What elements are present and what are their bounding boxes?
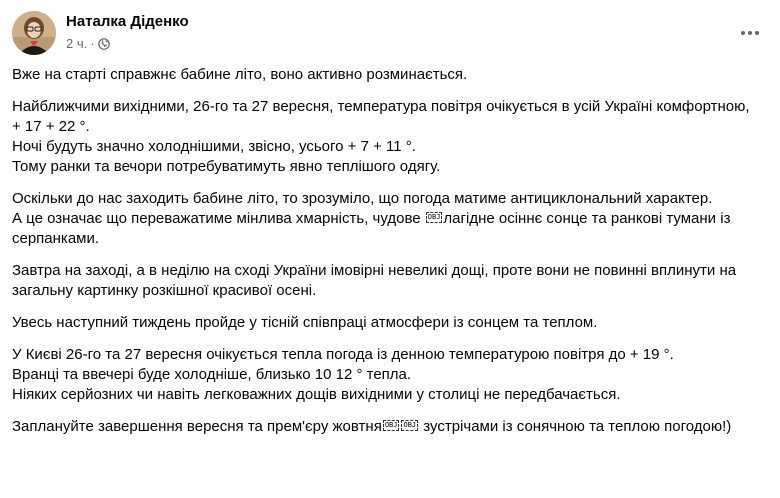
post-text-line: Ніяких серйозних чи навіть легковажних дощів вихідними у столиці не передбачається. [12, 386, 621, 403]
meta-separator: · [90, 36, 95, 51]
emoji-placeholder-icon: OBJ [403, 421, 417, 429]
post-text-fragment: зустрічами із сонячною та теплою погодою!) [419, 418, 732, 435]
post-text-line [12, 417, 762, 437]
post-text-line: Найближчими вихідними, 26-го та 27 вересня, температура повітря очікується в усій Україні комфортною, + 17 + 22 °. [12, 98, 750, 135]
post-meta [66, 35, 189, 53]
post-paragraph [12, 189, 762, 249]
author-name[interactable]: Наталка Діденко [66, 13, 189, 30]
post-text-line: Тому ранки та вечори потребуватимуть явно теплішого одягу. [12, 158, 441, 175]
post-paragraph [12, 313, 762, 333]
avatar-image [12, 11, 56, 55]
post-paragraph [12, 345, 762, 405]
post-text-line: Вранці та ввечері буде холодніше, близько 10 12 ° тепла. [12, 366, 412, 383]
emoji-placeholder-icon: OBJ [427, 213, 441, 221]
post-text-fragment: лагідне осіннє сонце та ранкові тумани із серпанками. [12, 210, 731, 247]
post-text-fragment: А це означає що переважатиме мінлива хмарність, чудове [12, 210, 421, 227]
post-header [12, 9, 768, 57]
post-timestamp[interactable]: 2 ч. [66, 36, 88, 51]
post-text-fragment: Заплануйте завершення вересня та прем'єру жовтня [12, 418, 382, 435]
post-body [12, 65, 762, 449]
post-text-line: У Києві 26-го та 27 вересня очікується тепла погода із денною температурою повітря до + 19 °. [12, 346, 674, 363]
post-text-line [12, 209, 762, 249]
post-paragraph [12, 261, 762, 301]
post-text-line: Увесь наступний тиждень пройде у тісній співпраці атмосфери із сонцем та теплом. [12, 314, 598, 331]
post-text-line: Оскільки до нас заходить бабине літо, то зрозуміло, що погода матиме антициклональний характер. [12, 190, 713, 207]
post-paragraph [12, 65, 762, 85]
avatar[interactable] [12, 11, 56, 55]
post-text-line: Вже на старті справжнє бабине літо, воно активно розминається. [12, 66, 468, 83]
post-text-line: Завтра на заході, а в неділю на сході України імовірні невеликі дощі, проте вони не повинні вплинути на загальну картинку розкішної красивої осені. [12, 262, 737, 299]
more-horizontal-icon [740, 30, 760, 36]
post-paragraph [12, 417, 762, 437]
emoji-placeholder-icon: OBJ [384, 421, 398, 429]
post-text-line: Ночі будуть значно холоднішими, звісно, усього + 7 + 11 °. [12, 138, 416, 155]
author-block [66, 12, 189, 53]
post-paragraph [12, 97, 762, 177]
more-options-button[interactable] [736, 19, 764, 47]
globe-icon[interactable] [98, 38, 110, 50]
